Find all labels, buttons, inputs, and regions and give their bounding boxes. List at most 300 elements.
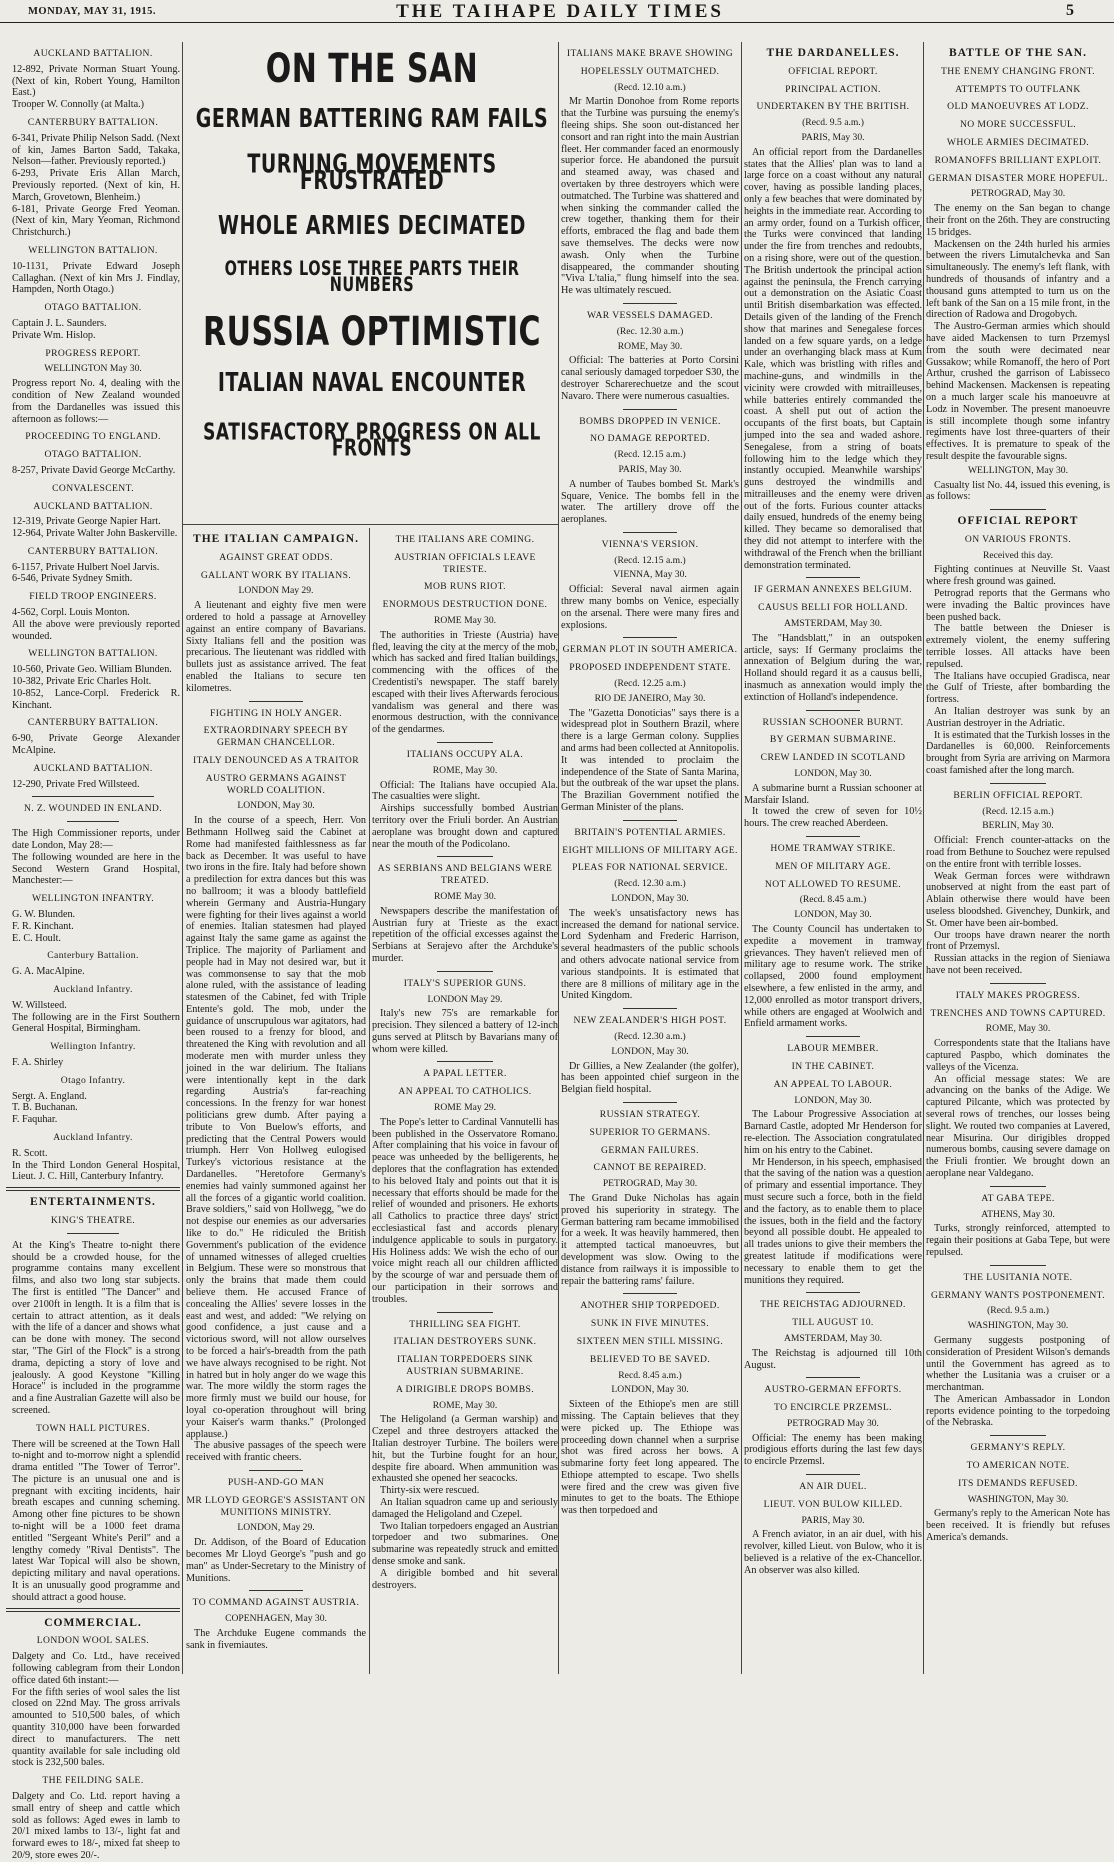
subheading: MR LLOYD GEORGE'S ASSISTANT ON MUNITIONS MINISTRY. [186, 1494, 366, 1518]
section-heading: WELLINGTON BATTALION. [28, 244, 158, 256]
list-item: G. W. Blunden. [12, 909, 76, 921]
paragraph: The County Council has undertaken to expedite a movement in tramway grievances. They haven't relieved men of military age to resume work. The strike collapsed, 2000 found employment elsewhere, a few enlisted in the army, and 12,000 enrolled as motor transport drivers, while others are engaged at Woolwich and Enfield armament works. [744, 924, 922, 1030]
dateline: PETROGRAD, May 30. [970, 188, 1066, 200]
dateline: LONDON, May 30. [794, 909, 872, 921]
divider [806, 577, 859, 578]
subheading: GERMAN DISASTER MORE HOPEFUL. [928, 172, 1108, 184]
subheading: TO AMERICAN NOTE. [966, 1460, 1070, 1472]
subheading: TO ENCIRCLE PRZEMSL. [774, 1402, 892, 1414]
divider [437, 742, 493, 743]
column-trieste [372, 528, 558, 1674]
dateline: (Recd. 12.15 a.m.) [982, 805, 1054, 817]
subheading: GALLANT WORK BY ITALIANS. [200, 569, 352, 581]
list-item: 6-1157, Private Hulbert Noel Jarvis. [12, 561, 160, 573]
dateline: LONDON, May 30. [794, 1094, 872, 1106]
article-heading: THE LUSITANIA NOTE. [963, 1271, 1073, 1283]
divider [623, 1008, 676, 1009]
list-item: 10-560, Private Geo. William Blunden. [12, 664, 172, 676]
article-heading: AT GABA TEPE. [981, 1192, 1055, 1204]
dateline: RIO DE JANEIRO, May 30. [594, 692, 706, 704]
subheading: ATTEMPTS TO OUTFLANK [955, 83, 1081, 95]
paragraph: The Pope's letter to Cardinal Vannutelli has been published in the Osservatore Romano. After complaining that his voice in favour of peace was unheeded by the belligerents, he deplores that the conflagration has extended to his beloved Italy and points out that it is necessary that efforts should be made for the relief of wounded and prisoners. He exhorts all Catholics to practice three days' strict ecclesiastical fast and accords plenary indulgence applicable to souls in purgatory. His Holiness adds: We wish the echo of our voice might reach all our children afflicted by the scourge of war and persuade them of our participation in their sorrows and troubles. [372, 1116, 558, 1305]
dateline: (Recd. 9.5 a.m.) [802, 117, 864, 129]
paragraph: A lieutenant and eighty five men were ordered to hold a passage at Arnovelley against an entire company of Bavarians. Sixty Italians fell and the position was precarious. The lieutenant was riddled with bullets just as assistance arrived. The feat enabled the Italians to secure ten kilometres. [186, 600, 366, 694]
dateline: (Recd. 12.15 a.m.) [614, 554, 686, 566]
paragraph: Official: French counter-attacks on the road from Bethune to Souchez were repulsed on the entire front with terrible losses. [926, 835, 1110, 870]
subheading: TRENCHES AND TOWNS CAPTURED. [930, 1007, 1106, 1019]
page-number: 5 [1066, 2, 1074, 19]
divider [806, 1474, 859, 1475]
paragraph: Mr Henderson, in his speech, emphasised that the saving of the nation was a question of primary and essential importance. They must secure such a force, both in the field and the factory, as to enable them to place the issues, both in the field and the factory beyond all possible doubt. He appealed to all trades unions to give their members the greatest latitude if modifications were necessary to enable them to get the munitions they required. [744, 1156, 922, 1286]
headline-deck: ITALIAN NAVAL ENCOUNTER [217, 368, 527, 398]
subheading: ITALY DENOUNCED AS A TRAITOR [193, 754, 359, 766]
column-rule [741, 42, 742, 1674]
section-heading: FIELD TROOP ENGINEERS. [29, 591, 157, 603]
dateline: PARIS, May 30. [801, 131, 865, 143]
paragraph: The week's unsatisfactory news has increased the demand for national service. Lord Sydenham and Frederic Harrison, several headmasters of the public schools and others advocate national service from various standpoints. It is estimated that there are 8 millions of military age in the United Kingdom. [561, 907, 739, 1002]
section-heading: WELLINGTON BATTALION. [28, 648, 158, 660]
divider [990, 783, 1045, 784]
dateline: LONDON May 29. [238, 585, 314, 597]
subheading: EXTRAORDINARY SPEECH BY GERMAN CHANCELLOR. [203, 725, 349, 749]
subheading: AUSTRIAN OFFICIALS LEAVE TRIESTE. [394, 551, 536, 575]
article-heading: IF GERMAN ANNEXES BELGIUM. [753, 584, 913, 596]
list-item: Private Wm. Hislop. [12, 329, 96, 341]
paragraph: An official report from the Dardanelles states that the Allies' plan was to land a large force on a coast without any natural cover, having as possible landing places, only a few beaches that were dominated by heights in the immediate rear. According to an army order, found on a Turkish officer, the Turks were convinced that landing under the fire from trenches and redoubts, on a rising shore, were out of the question. The British undertook the principal action against the peninsula, the French carrying out a demonstration on the Asiatic Coast until British disembarkation was effected. Details given of the landing of the French show that marines and Senegalese forces landed on a few square yards, on a ledge under an overhanging black mass at Kum Kale, which was bristling with rifles and machine-guns, and windmills in the vicinity were crowded with mitrailleuses, while batteries entirely commanded the coast. A shell put out of action the occupants of the first boats, but Captain jumped into the sea and waded ashore. Senegalese, from a string of boats following him to the ledge which they instantly occupied. Meanwhile warships' guns destroyed the windmills and mitrailleuses and the enemy were driven out of the forts. Furious counter attacks daily ensued, hundreds of the enemy being killed. They became so demoralised that they did not attempt to interfere with the withdrawal of the French when the brilliant demonstration terminated. [744, 146, 922, 571]
divider [6, 1187, 180, 1191]
section-heading: WELLINGTON INFANTRY. [31, 893, 155, 905]
list-item: F. Faquhar. [12, 1114, 58, 1126]
subheading: AUSTRO GERMANS AGAINST WORLD COALITION. [205, 772, 347, 796]
divider [806, 1292, 859, 1293]
subheading: WHOLE ARMIES DECIMATED. [946, 136, 1090, 148]
list-item: Sergt. A. England. [12, 1090, 87, 1102]
dateline: ATHENS, May 30. [981, 1208, 1055, 1220]
list-item: Captain J. L. Saunders. [12, 317, 107, 329]
paragraph: Official: Several naval airmen again threw many bombs on Venice, especially on the arsenal. There were many fires and explosions. [561, 584, 739, 631]
paragraph: Turks, strongly reinforced, attempted to regain their positions at Gaba Tepe, but were repulsed. [926, 1223, 1110, 1258]
article-heading: PUSH-AND-GO MAN [227, 1476, 325, 1488]
paragraph: Official: The batteries at Porto Corsini canal seriously damaged torpedoer S30, the destroyer Scharerechuetze and the scout Navaro. There were numerous casualties. [561, 355, 739, 402]
list-item: E. C. Hoult. [12, 932, 61, 944]
dateline: LONDON, May 30. [611, 1384, 689, 1396]
list-item: W. Willsteed. [12, 999, 67, 1011]
headline-deck: SATISFACTORY PROGRESS ON ALL FRONTS [203, 419, 541, 463]
dateline: BERLIN, May 30. [982, 820, 1054, 832]
newspaper-title: THE TAIHAPE DAILY TIMES [396, 1, 724, 22]
divider [990, 1435, 1045, 1436]
column-dardanelles [744, 42, 922, 1674]
paragraph: A submarine burnt a Russian schooner at Marsfair Island. [744, 782, 922, 806]
paragraph: The authorities in Trieste (Austria) have fled, leaving the city at the mercy of the mob, which has sacked and fired Italian buildings, commencing with the offices of the Credentisti's newspaper. The staff barely escaped with their lives Afterwards ferocious vandalism was general and there was enormous destruction, with the connivance of the gendarmes. [372, 629, 558, 736]
dateline: (Recd. 12.30 a.m.) [614, 878, 686, 890]
dateline: WELLINGTON May 30. [44, 363, 142, 375]
subheading: IN THE CABINET. [791, 1060, 875, 1072]
list-item: F. A. Shirley [12, 1056, 64, 1068]
subheading: MOB RUNS RIOT. [424, 581, 506, 593]
subheading: AN APPEAL TO LABOUR. [773, 1078, 893, 1090]
list-item: 6-546, Private Sydney Smith. [12, 573, 133, 585]
subheading: ROMANOFFS BRILLIANT EXPLOIT. [934, 154, 1102, 166]
article-heading: THRILLING SEA FIGHT. [409, 1318, 521, 1330]
article-heading: LABOUR MEMBER. [787, 1043, 879, 1055]
article-heading: N. Z. WOUNDED IN ENLAND. [23, 803, 163, 815]
section-heading: CONVALESCENT. [52, 482, 134, 494]
subheading: ITALIAN TORPEDOERS SINK AUSTRIAN SUBMARINE. [397, 1354, 533, 1378]
paragraph: It is estimated that the Turkish losses in the Dardanelles is 60,000. Reinforcements brought from Syria are arriving on Marmora coast famished after the long march. [926, 729, 1111, 777]
list-item: 12-319, Private George Napier Hart. [12, 516, 161, 528]
article-heading: FIGHTING IN HOLY ANGER. [209, 707, 343, 719]
article-heading: ITALIANS MAKE BRAVE SHOWING [566, 48, 734, 59]
paragraph: Dr Gillies, a New Zealander (the golfer), has been appointed chief surgeon in the Belgian field hospital. [561, 1060, 739, 1096]
list-item: 6-293, Private Eris Allan March, Previously reported. (Next of kin, H. March, Grovetown, Blenheim.) [12, 168, 180, 203]
divider [623, 532, 676, 533]
paragraph: Airships successfully bombed Austrian territory over the Friuli border. An Austrian aeroplane was brought down and captured near the mouth of the Podicolano. [372, 803, 558, 850]
subheading: ITALIAN DESTROYERS SUNK. [393, 1336, 537, 1348]
paragraph: The battle between the Dnieser is extremely violent, the enemy suffering terrible losses. All attacks have been repulsed. [926, 623, 1110, 670]
subheading: ON VARIOUS FRONTS. [964, 533, 1072, 545]
paragraph: A French aviator, in an air duel, with his revolver, killed Lieut. von Bulow, who it is believed is a relative of the ex-Chancellor. An observer was also killed. [744, 1529, 922, 1576]
article-heading: ANOTHER SHIP TORPEDOED. [580, 1300, 720, 1312]
paragraph: Fighting continues at Neuville St. Vaast where fresh ground was gained. [926, 564, 1110, 588]
headline-deck: OTHERS LOSE THREE PARTS THEIR NUMBERS [224, 258, 520, 297]
dateline: (Recd. 12.30 a.m.) [614, 1030, 686, 1042]
article-heading: BOMBS DROPPED IN VENICE. [579, 415, 721, 427]
subheading: CANNOT BE REPAIRED. [593, 1162, 707, 1174]
section-heading: OTAGO BATTALION. [44, 302, 142, 314]
paragraph: Our troops have drawn nearer the north front of Przemysl. [926, 929, 1110, 953]
divider [623, 1293, 676, 1294]
section-heading: Auckland Infantry. [53, 1131, 133, 1143]
column-casualty-list [6, 42, 180, 1861]
paragraph: Thirty-six were rescued. [380, 1485, 480, 1497]
dateline: LONDON, May 30. [611, 1045, 689, 1057]
section-heading: OTAGO BATTALION. [44, 449, 142, 461]
paragraph: Germany's reply to the American Note has been received. It is friendly but refuses America's demands. [926, 1508, 1110, 1544]
article-heading: OFFICIAL REPORT [957, 515, 1079, 528]
divider [67, 821, 119, 822]
paragraph: The following wounded are here in the Second Western Grand Hospital, Manchester:— [12, 851, 180, 887]
section-heading: COMMERCIAL. [44, 1616, 142, 1629]
paragraph: The abusive passages of the speech were received with frantic cheers. [186, 1440, 366, 1464]
list-item: 10-852, Lance-Corpl. Frederick R. Kinchant. [12, 687, 180, 711]
divider [990, 1265, 1045, 1266]
article-heading: RUSSIAN STRATEGY. [599, 1108, 701, 1120]
subheading: BY GERMAN SUBMARINE. [769, 734, 897, 746]
list-item: 12-964, Private Walter John Baskerville. [12, 528, 178, 540]
paragraph: Italy's new 75's are remarkable for precision. They silenced a battery of 12-inch guns served at Plitsch by Bavarians many of whom were killed. [372, 1008, 558, 1055]
dateline: Received this day. [983, 549, 1053, 561]
headline-deck: TURNING MOVEMENTS FRUSTRATED [247, 149, 497, 195]
list-item: 10-1131, Private Edward Joseph Callaghan. (Next of kin Mrs J. Findlay, Hampden, North Otago.) [12, 260, 180, 296]
subheading: PROPOSED INDEPENDENT STATE. [569, 662, 731, 674]
list-item: 6-341, Private Philip Nelson Sadd. (Next of kin, James Barton Sadd, Takaka, Nelson—father. Previously reported.) [12, 132, 180, 168]
headline-main: RUSSIA OPTIMISTIC [202, 308, 542, 356]
divider [437, 1312, 493, 1313]
list-item: 10-382, Private Eric Charles Holt. [12, 676, 152, 688]
divider [249, 1470, 303, 1471]
divider [67, 1233, 119, 1234]
divider [990, 1186, 1045, 1187]
subheading: SUPERIOR TO GERMANS. [589, 1126, 711, 1138]
paragraph: Dr. Addison, of the Board of Education becomes Mr Lloyd George's "push and go man" as Under-Secretary to the Ministry of Munitions. [186, 1537, 366, 1584]
divider [990, 983, 1045, 984]
article-heading: BERLIN OFFICIAL REPORT. [953, 789, 1083, 801]
divider [437, 971, 493, 972]
column-rule [182, 42, 183, 1674]
dateline: WELLINGTON, May 30. [967, 464, 1068, 476]
paragraph: An official message states: We are advancing on the banks of the Adige. We captured Pilcante, which was protected by several rows of trenches, our losses being slight. We routed two companies at Lavered, near Misurina. Our dirigibles dropped numerous bombs, causing severe damage on the Friuli frontier. We brought down an aeroplane near Valdegano. [926, 1073, 1110, 1179]
list-item: Trooper W. Connolly (at Malta.) [12, 99, 145, 111]
section-heading: Auckland Infantry. [53, 984, 133, 995]
dateline: AMSTERDAM, May 30. [783, 1332, 883, 1344]
dateline: ROME, May 30. [432, 1399, 498, 1411]
divider [806, 710, 859, 711]
list-item: All the above were previously reported wounded. [12, 618, 180, 642]
divider [806, 836, 859, 837]
section-heading: PROGRESS REPORT. [45, 347, 141, 359]
divider [249, 701, 303, 702]
list-item: F. R. Kinchant. [12, 920, 74, 932]
dateline: PETROGRAD, May 30. [602, 1178, 698, 1190]
paragraph: Dalgety and Co. Ltd. report having a small entry of sheep and cattle which sold as follows: Aged ewes in lamb to 20/1 mixed lambs to 13/-, light fat and forward ewes to 18/-, mixed fat sheep to 20/9, store ewes 20/-. [12, 1791, 180, 1861]
dateline: ROME May 29. [433, 1102, 497, 1114]
article-heading: A PAPAL LETTER. [423, 1068, 507, 1080]
paragraph: Weak German forces were withdrawn unobserved at night from the east part of Ablain otherwise there would have been useless bloodshed. Givenchey, Dunkirk, and St. Omer have been air-bombed. [926, 870, 1110, 929]
article-heading: KING'S THEATRE. [50, 1214, 136, 1226]
dateline: ROME, May 30. [985, 1023, 1051, 1035]
section-heading: CANTERBURY BATTALION. [27, 717, 159, 729]
article-heading: THE DARDANELLES. [766, 47, 900, 59]
paragraph: Correspondents state that the Italians have captured Paspbo, which dominates the valleys of the Vicenza. [926, 1038, 1110, 1073]
paragraph: Sixteen of the Ethiope's men are still missing. The Captain believes that they were picked up. The Ethiope was proceeding down channel when a surprise shot was fired across her bows. A submarine forty feet long appeared. The Ethiope attempted to escape. Two shells were fired and the crew was given five minutes to get to the boats. The Ethiope was then torpedoed and [561, 1399, 739, 1517]
divider [437, 856, 493, 857]
paragraph: Russian attacks in the region of Sieniawa have not been received. [926, 953, 1110, 976]
paragraph: The Heligoland (a German warship) and Czepel and three destroyers attacked the Italian destroyer Turbine. The boilers were hit, but the Turbine fought for an hour, despite fire aboard. When ammunition was exhausted she opened her seacocks. [372, 1414, 558, 1485]
article-heading: THE ITALIANS ARE COMING. [395, 534, 535, 545]
article-heading: ITALY'S SUPERIOR GUNS. [403, 977, 527, 989]
section-heading: ENTERTAINMENTS. [30, 1196, 156, 1209]
column-italian-campaign [186, 528, 366, 1674]
dateline: ROME, May 30. [432, 764, 498, 776]
article-heading: LONDON WOOL SALES. [36, 1635, 150, 1647]
article-heading: AUSTRO-GERMAN EFFORTS. [764, 1384, 902, 1396]
section-heading: Wellington Infantry. [50, 1041, 136, 1053]
paragraph: A dirigible bombed and hit several destroyers. [372, 1567, 558, 1591]
list-item: 8-257, Private David George McCarthy. [12, 464, 176, 476]
paragraph: The Archduke Eugene commands the sank in fivemiautes. [186, 1627, 366, 1651]
subheading: AN APPEAL TO CATHOLICS. [398, 1086, 532, 1098]
dateline: LONDON May 29. [427, 993, 503, 1005]
paragraph: The enemy on the San began to change their front on the 26th. They are constructing 15 bridges. [926, 203, 1110, 238]
dateline: COPENHAGEN, May 30. [225, 1613, 327, 1625]
divider [623, 303, 676, 304]
section-heading: Canterbury Battalion. [47, 950, 139, 962]
dateline: (Rec. 12.30 a.m.) [616, 325, 684, 337]
paragraph: The "Gazetta Donoticias" says there is a widespread plot in Southern Brazil, where there is a large German colony. Supplies and arms had been collected at Annitopolis. It was intended to proclaim the independence of the State of Santa Marina, but the outbreak of the war upset the plans. The Brazilian Government notified the German Minister of the plans. [561, 707, 739, 814]
article-heading: GERMANY'S REPLY. [970, 1442, 1066, 1454]
paragraph: In the course of a speech, Herr. Von Bethmann Hollweg said the Cabinet at Rome had manifested faithlessness as far back as December. It was useful to have two irons in the fire. Italy had before shown a predilection for extra dances but this was no ballroom; it was a bloody battlefield wherein Germany and Austria-Hungary were fighting for their lives against a world of enemies. Italian statesmen had played against Italy the same game as against the Triplice. The majority of Parliament and people had in May not desired war, but it was commonsense to say that the mob alone ruled, with the assistance of leading statesmen of the Cabinet, fed with Triple Entente's gold. The mob, under the guidance of unscrupulous war agitators, had been roused to a frenzy for blood, and threatened the King with revolution and all moderate men with murder unless they joined in the war delirium. The Italians were intentionally kept in the dark regarding Austria's far-reaching concessions. In the frenzy for war honest politicians grew dumb. After paying a tribute to Von Buelow's efforts, and predicting that the Central Powers would triumph. Herr Von Hollweg eulogised Turkey's victorious resistance at the Dardanelles. "Heretofore Germany's enemies had vainly summoned against her all the forces of a gigantic world coalition. Brave soldiers," said von Hollwegg, "we do not despise our enemies as our adversaries like to do." He ridiculed the British Government's publication of the evidence of unnamed witnesses of alleged cruelties in Belgium. These were so monstrous that only the brains that made them could believe them. He accused France of concealing the Allies' severe losses in the east and west, and added: "We relying on good confidence, a just cause and a victorious sword, will not allow ourselves to be forced a hair's-breadth from the path we have always recognised to be right. Not in hatred but in holy anger do we wage this war. The more wildly the storm rages the more firmly must we build our house, for loyal co-operation throughout will bring your Kaiser's warm thanks." (Prolonged applause.) [186, 815, 366, 1440]
list-item: 6-181, Private George Fred Yeoman. (Next of kin, Mary Yeoman, Richmond Christchurch.) [12, 203, 180, 239]
paragraph: The following are in the First Southern General Hospital, Birmingham. [12, 1011, 180, 1035]
subheading: GERMANY WANTS POSTPONEMENT. [931, 1289, 1105, 1301]
paragraph: In the Third London General Hospital, Lieut. J. C. Hill, Canterbury Infantry. [12, 1159, 180, 1183]
section-heading: AUCKLAND BATTALION. [33, 500, 153, 512]
list-item: 4-562, Corpl. Louis Monton. [12, 607, 130, 619]
subheading: OFFICIAL REPORT. [788, 65, 878, 77]
dateline: (Recd. 12.10 a.m.) [614, 81, 686, 93]
article-heading: AS SERBIANS AND BELGIANS WERE TREATED. [377, 863, 553, 887]
paragraph: Mackensen on the 24th hurled his armies between the rivers Limutalchevka and San simultaneously. The enemy's left flank, with hundreds of thousands of infantry and a thousand guns attempted to turn us on the left bank of the San on a 15 mile front, in the direction of Radowa and Drogobych. [926, 238, 1110, 321]
paragraph: The Labour Progressive Association at Barnard Castle, adopted Mr Henderson for re-election. The Association congratulated him on his entry to the Cabinet. [744, 1109, 922, 1156]
article-heading: THE ITALIAN CAMPAIGN. [193, 533, 359, 545]
paragraph: The Austro-German armies which should have aided Mackensen to turn Przemysl from the south were decimated near Gussakow; while Romanoff, the hero of Port Arthur, crushed the garrison of Labisseco behind Mackensen. Mackensen is repeating on a much larger scale his manoeuvre at Lodz in November. The present manoeuvre is still incomplete though some infantry regiments have lost three-quarters of their effectives. It is premature to speak of the result despite the favourable signs. [926, 321, 1110, 462]
subheading: CAUSUS BELLI FOR HOLLAND. [758, 602, 908, 614]
paragraph: The Italians have occupied Gradisca, near the Gulf of Trieste, after bombarding the fortress. [926, 670, 1110, 706]
divider [806, 1036, 859, 1037]
dateline: AMSTERDAM, May 30. [783, 618, 883, 630]
dateline: PARIS, May 30. [618, 463, 682, 475]
article-heading: THE FEILDING SALE. [42, 1775, 144, 1787]
subheading: UNDERTAKEN BY THE BRITISH. [756, 101, 910, 113]
article-heading: BRITAIN'S POTENTIAL ARMIES. [574, 826, 726, 838]
dateline: LONDON, May 30. [237, 800, 315, 812]
list-item: G. A. MacAlpine. [12, 966, 85, 978]
column-rule [923, 42, 924, 1674]
dateline: (Recd. 12.15 a.m.) [614, 449, 686, 461]
paragraph: The High Commissioner reports, under date London, May 28:— [12, 828, 180, 852]
list-item: 12-290, Private Fred Willsteed. [12, 778, 140, 790]
subheading: SIXTEEN MEN STILL MISSING. [576, 1335, 724, 1347]
subheading: OLD MANOEUVRES AT LODZ. [947, 101, 1089, 113]
dateline: PARIS, May 30. [801, 1514, 865, 1526]
headline-main: ON THE SAN [265, 45, 479, 93]
dateline: (Recd. 9.5 a.m.) [987, 1305, 1049, 1317]
paragraph: Germany suggests postponing of consideration of President Wilson's demands until the Government has agreed as to whether the Lusitania was a cruiser or a merchantman. [926, 1334, 1110, 1394]
list-item: T. B. Buchanan. [12, 1102, 78, 1114]
paragraph: Newspapers describe the manifestation of Austrian fury at Trieste as the exact repetition of the official excesses against the Serbians at Serajevo after the Archduke's murder. [372, 905, 558, 964]
dateline: LONDON, May 30. [794, 768, 872, 780]
paragraph: The Reichstag is adjourned till 10th August. [744, 1347, 922, 1371]
masthead [0, 0, 1114, 23]
column-naval-news [561, 42, 739, 1674]
divider [806, 1377, 859, 1378]
divider [6, 1608, 180, 1612]
divider [623, 820, 676, 821]
subheading: THE ENEMY CHANGING FRONT. [941, 65, 1095, 77]
paragraph: Casualty list No. 44, issued this evening, is as follows: [926, 479, 1110, 503]
subheading: ITS DEMANDS REFUSED. [958, 1477, 1078, 1489]
list-item: 6-90, Private George Alexander McAlpine. [12, 733, 180, 757]
dateline: (Recd. 8.45 a.m.) [799, 894, 867, 906]
dateline: ROME May 30. [433, 890, 497, 902]
paragraph: Petrograd reports that the Germans who were invading the Baltic provinces have been pushed back. [926, 588, 1110, 623]
subheading: PRINCIPAL ACTION. [785, 83, 881, 95]
banner-bottom-rule [183, 524, 558, 525]
dateline: ROME May 30. [433, 614, 497, 626]
paragraph: There will be screened at the Town Hall to-night and to-morrow night a splendid drama entitled "The Tower of Terror". The picture is an unusual one and is pregnant with exciting incidents, hair breath escapes and cunning scheming. Among other fine pictures to be shown to-night will be a 1000 feet drama entitled "Sergeant White's Peril" and a lengthy comedy "Rival Dentists". The latest War Topical will also be shown, depicting military and naval operations. It is an unusually good programme and should attract a good house. [12, 1438, 180, 1603]
issue-date: MONDAY, MAY 31, 1915. [28, 6, 156, 17]
dateline: Recd. 8.45 a.m.) [618, 1369, 682, 1381]
section-heading: AUCKLAND BATTALION. [33, 762, 153, 774]
article-heading: NEW ZEALANDER'S HIGH POST. [573, 1015, 727, 1027]
subheading: MEN OF MILITARY AGE. [775, 860, 891, 872]
article-heading: AN AIR DUEL. [799, 1481, 867, 1493]
dateline: ROME, May 30. [617, 340, 683, 352]
paragraph: An Italian squadron came up and seriously damaged the Heligoland and Czepel. [372, 1496, 558, 1520]
article-heading: WAR VESSELS DAMAGED. [587, 309, 713, 321]
dateline: VIENNA, May 30. [613, 569, 687, 581]
column-rule [369, 528, 370, 1674]
subheading: GERMAN FAILURES. [601, 1144, 699, 1156]
paragraph: The Grand Duke Nicholas has again proved his superiority in strategy. The German battering ram became immobilised for a week. It was heavily hammered, then it attempted tactical manoeuvres, but development was slow. Owing to the distance from railways it is impossible to repair the battering rams' failure. [561, 1192, 739, 1287]
divider [623, 1102, 676, 1103]
subheading: ENORMOUS DESTRUCTION DONE. [382, 599, 548, 611]
subheading: CREW LANDED IN SCOTLAND [760, 752, 906, 764]
dateline: LONDON, May 29. [237, 1522, 315, 1534]
divider [990, 509, 1045, 510]
subheading: TILL AUGUST 10. [792, 1317, 874, 1329]
article-heading: ITALIANS OCCUPY ALA. [406, 748, 524, 760]
subheading: SUNK IN FIVE MINUTES. [590, 1318, 710, 1330]
paragraph: The "Handsblatt," in an outspoken article, says: If Germany proclaims the annexation of Belgium during the war, Holland should regard it as a causus belli, inasmuch as annexation would imply the extinction of Holland's independence. [744, 632, 922, 703]
article-heading: TO COMMAND AGAINST AUSTRIA. [192, 1597, 360, 1609]
article-heading: VIENNA'S VERSION. [601, 538, 699, 550]
column-battle-of-san [926, 42, 1110, 1674]
paragraph: The American Ambassador in London reports evidence pointing to the torpedoing of the Nebraska. [926, 1393, 1110, 1429]
subheading: NOT ALLOWED TO RESUME. [764, 878, 902, 890]
divider [623, 637, 676, 638]
dateline: WASHINGTON, May 30. [967, 1493, 1069, 1505]
subheading: NO MORE SUCCESSFUL. [959, 119, 1077, 131]
list-item: 12-892, Private Norman Stuart Young. (Next of kin, Robert Young, Hamilton East.) [12, 63, 180, 99]
subheading: LIEUT. VON BULOW KILLED. [763, 1498, 903, 1510]
article-heading: BATTLE OF THE SAN. [949, 47, 1087, 59]
list-item: R. Scott. [12, 1147, 48, 1159]
paragraph: Dalgety and Co. Ltd., have received following cablegram from their London office dated 6th instant:— [12, 1651, 180, 1686]
paragraph: Two Italian torpedoers engaged an Austrian torpedoer and two submarines. One submarine was repeatedly struck and emitted dense smoke and sank. [372, 1520, 558, 1567]
subheading: HOPELESSLY OUTMATCHED. [580, 65, 720, 77]
article-heading: HOME TRAMWAY STRIKE. [770, 843, 896, 855]
paragraph: An Italian destroyer was sunk by an Austrian destroyer in the Adriatic. [926, 706, 1110, 729]
dateline: LONDON, May 30. [611, 893, 689, 905]
section-heading: AUCKLAND BATTALION. [33, 48, 153, 59]
article-heading: ITALY MAKES PROGRESS. [955, 989, 1081, 1001]
subheading: BELIEVED TO BE SAVED. [589, 1353, 711, 1365]
subheading: A DIRIGIBLE DROPS BOMBS. [395, 1383, 535, 1395]
divider [437, 1061, 493, 1062]
subheading: NO DAMAGE REPORTED. [590, 433, 710, 445]
subheading: AGAINST GREAT ODDS. [219, 551, 333, 563]
section-heading: Otago Infantry. [60, 1074, 126, 1086]
article-heading: TOWN HALL PICTURES. [36, 1422, 150, 1434]
article-heading: THE REICHSTAG ADJOURNED. [760, 1299, 906, 1311]
paragraph: A number of Taubes bombed St. Mark's Square, Venice. The bombs fell in the water. The artillery drove off the aeroplanes. [561, 478, 739, 526]
divider [623, 409, 676, 410]
column-rule [558, 42, 559, 1674]
divider [32, 796, 154, 797]
article-heading: RUSSIAN SCHOONER BURNT. [762, 716, 904, 728]
subheading: EIGHT MILLIONS OF MILITARY AGE. [562, 844, 738, 856]
paragraph: Mr Martin Donohoe from Rome reports that the Turbine was pursuing the enemy's fleeing ships. She soon out-distanced her consort and ran right into the main Austrian fleet. Her commander faced an enormously superior force. He abandoned the pursuit and steamed away, was chased and overtaken by three destroyers which were outmatched. The Turbine was shattered and when sinking the commander called the crew together, thanking them for their efforts, embraced the flag and bade them save themselves. The decks were now awash. Only when the Turbine disappeared, the commander shouting "Viva L'talia," flung himself into the sea. He was ultimately rescued. [561, 96, 739, 297]
section-heading: CANTERBURY BATTALION. [27, 116, 159, 128]
paragraph: At the King's Theatre to-night there should be a crowded house, for the programme contains many excellent films, and also two long star subjects. The first is entitled "The Dancer" and over 2100ft in length. It is a film that is certain to attract attention, as it deals with the life of a dancer and shows what can be done with money. The second star, "The Girl of the Flock" is a strong drama, depicting a story of love and jealously. A good Keystone "Killing Horace" is included in the programme and a fine Australian Gazette will also be screened. [12, 1239, 180, 1416]
paragraph: Progress report No. 4, dealing with the condition of New Zealand wounded from the Dardanelles was issued this afternoon as follows:— [12, 378, 180, 425]
paragraph: For the fifth series of wool sales the list closed on 22nd May. The gross arrivals amounted to 510,500 bales, of which quantity 310,000 have been forwarded direct to manufacturers. The nett quantity available for sale including old stock is 232,500 bales. [12, 1686, 180, 1769]
paragraph: It towed the crew of seven for 10½ hours. The crew reached Aberdeen. [744, 806, 922, 830]
headline-deck: GERMAN BATTERING RAM FAILS [195, 103, 549, 134]
divider [249, 1590, 303, 1591]
